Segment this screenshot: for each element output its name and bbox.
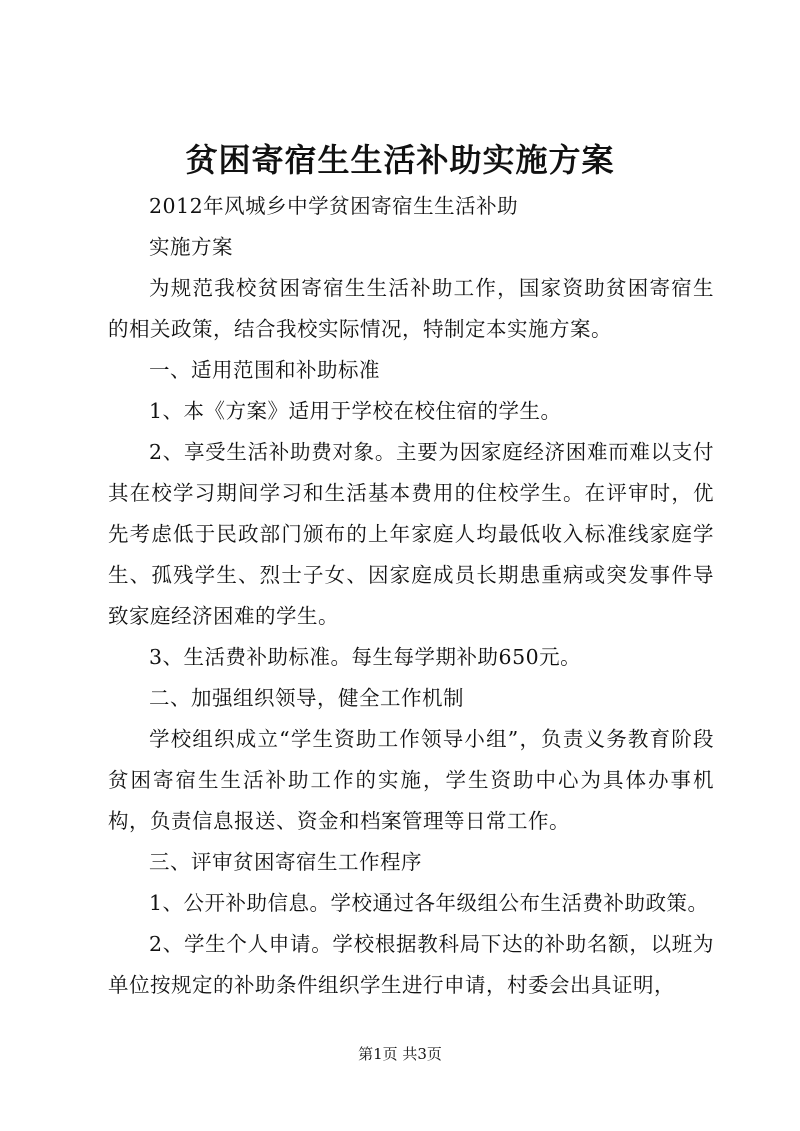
- section-heading-2: 二、加强组织领导，健全工作机制: [149, 686, 464, 710]
- paragraph-item-1-2: 2、享受生活补助费对象。主要为因家庭经济困难而难以支付其在校学习期间学习和生活基本费用的住校学生。在评审时，优先考虑低于民政部门颁布的上年家庭人均最低收入标准线家庭学生、孤残学生、烈士子女、因家庭成员长期患重病或突发事件导致家庭经济困难的学生。: [108, 440, 714, 628]
- section-heading-3: 三、评审贫困寄宿生工作程序: [149, 850, 422, 874]
- paragraph-item-1-3: 3、生活费补助标准。每生每学期补助650元。: [149, 645, 582, 669]
- paragraph-subtitle-line2: 实施方案: [149, 235, 233, 259]
- paragraph-item-3-1: 1、公开补助信息。学校通过各年级组公布生活费补助政策。: [149, 891, 709, 915]
- paragraph-subtitle-line1: 2012年风城乡中学贫困寄宿生生活补助: [149, 194, 519, 218]
- paragraph-item-3-2: 2、学生个人申请。学校根据教科局下达的补助名额，以班为单位按规定的补助条件组织学生进行申请，村委会出具证明，: [108, 932, 714, 997]
- paragraph-section-2: 学校组织成立“学生资助工作领导小组”，负责义务教育阶段贫困寄宿生生活补助工作的实施，学生资助中心为具体办事机构，负责信息报送、资金和档案管理等日常工作。: [108, 727, 714, 833]
- paragraph-intro: 为规范我校贫困寄宿生生活补助工作，国家资助贫困寄宿生的相关政策，结合我校实际情况，特制定本实施方案。: [108, 276, 714, 341]
- paragraph-item-1-1: 1、本《方案》适用于学校在校住宿的学生。: [149, 399, 562, 423]
- document-title: 贫困寄宿生生活补助实施方案: [185, 141, 615, 179]
- document-body: [108, 186, 714, 1006]
- page-footer: 第1页 共3页: [358, 1045, 442, 1063]
- section-heading-1: 一、适用范围和补助标准: [149, 358, 380, 382]
